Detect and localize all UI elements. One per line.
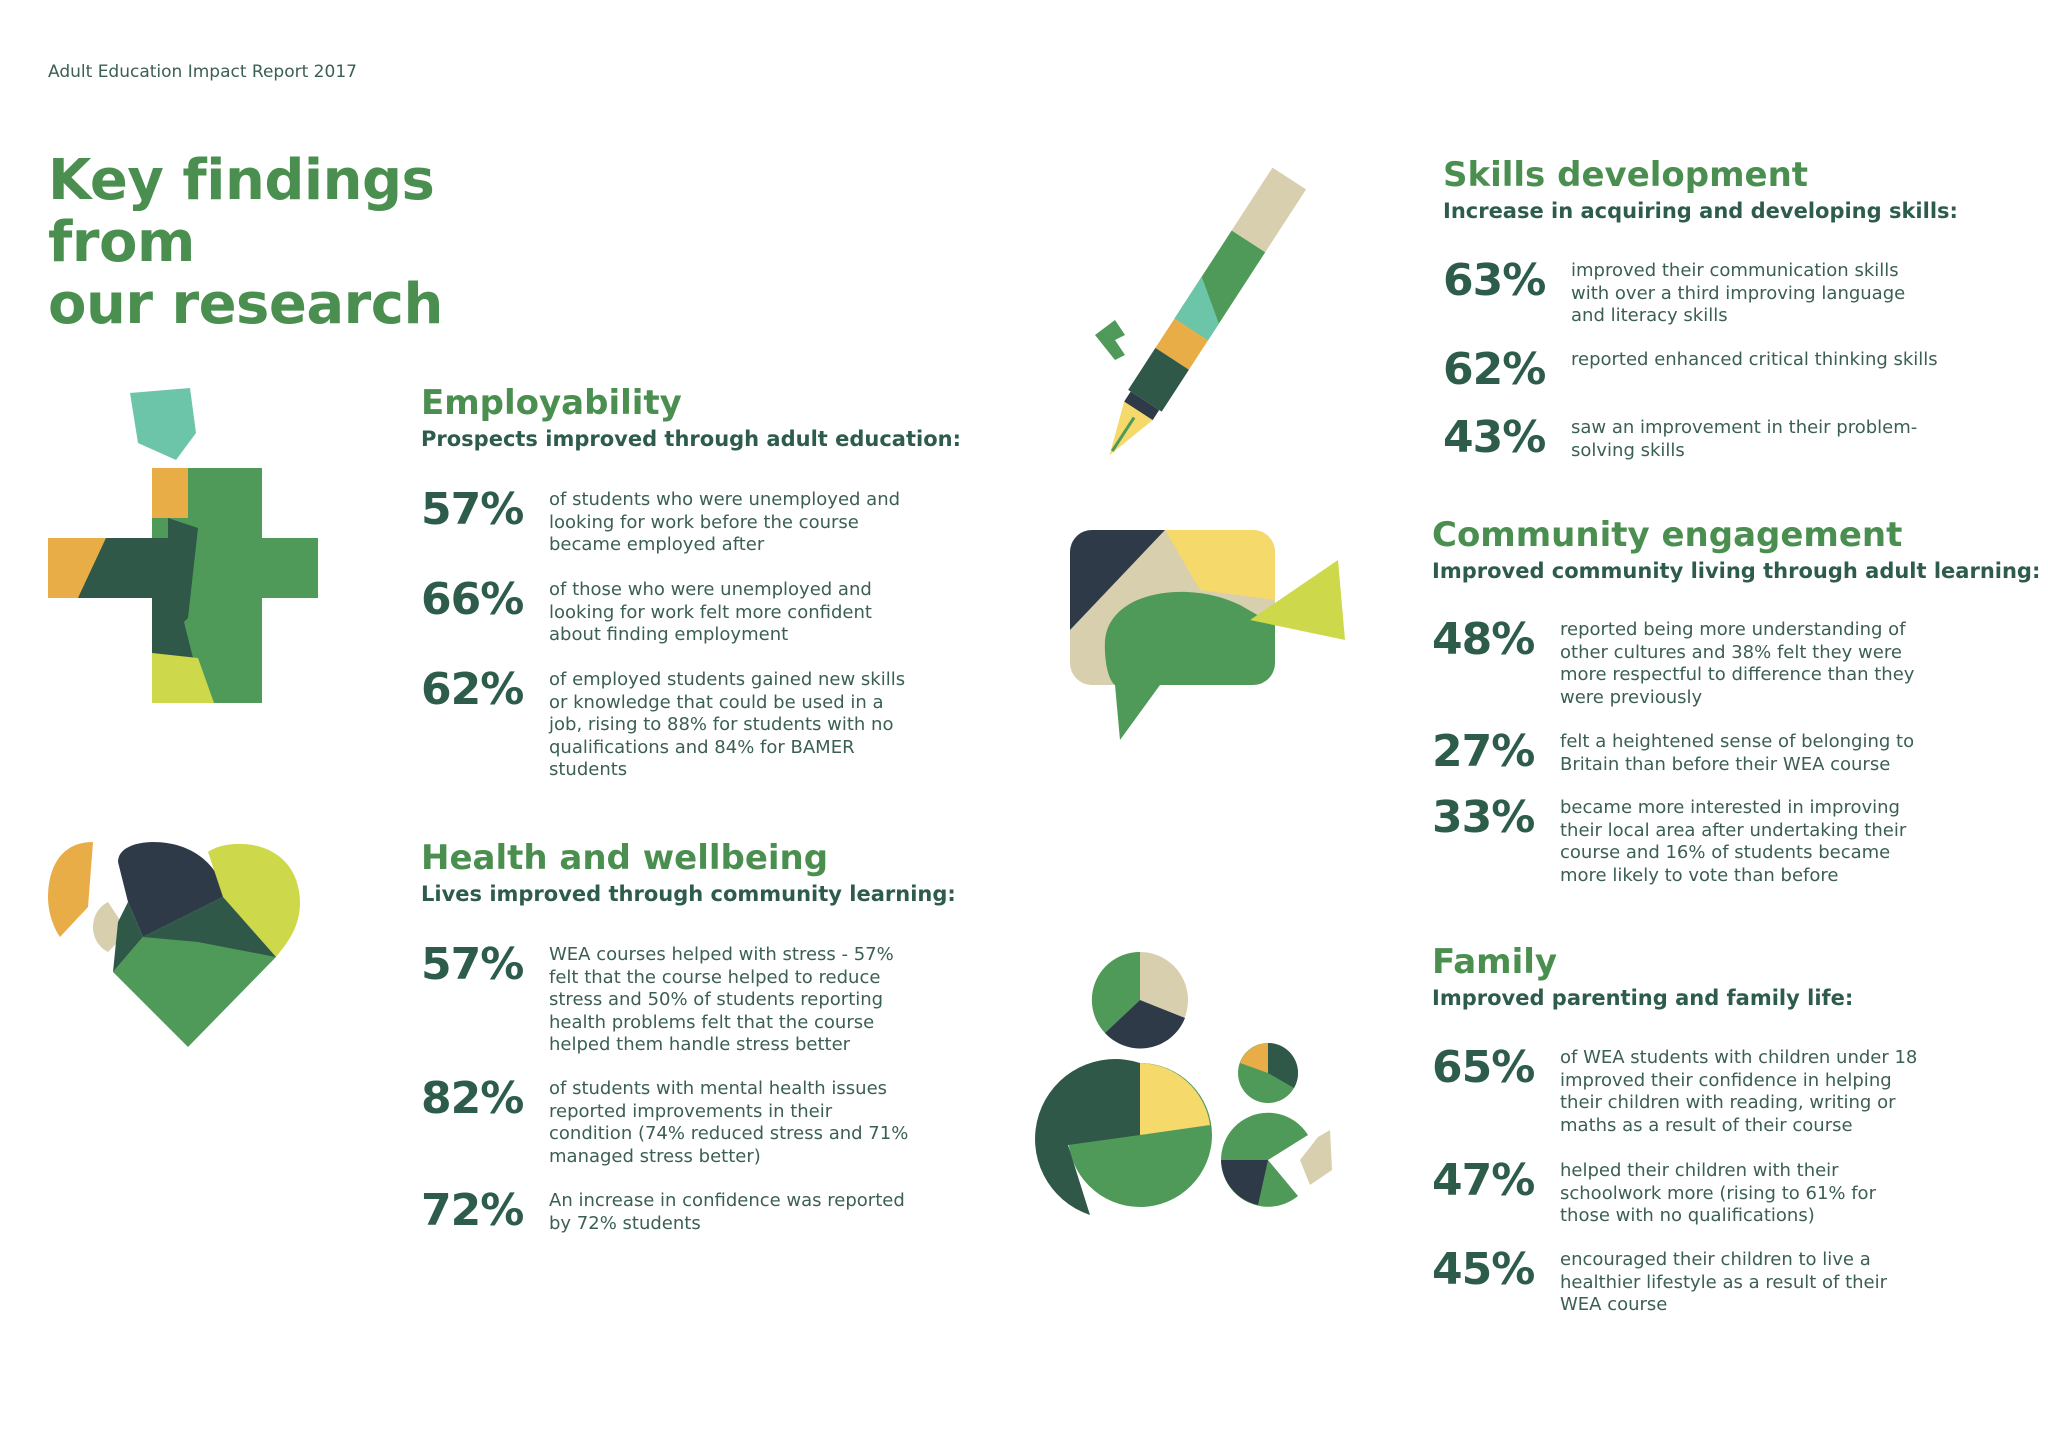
family-stat-2 [1432,1155,1930,1228]
community-stat-3 [1432,792,1930,887]
stat-description: of WEA students with children under 18 improved their confidence in helping their children with reading, writing or maths as a result of their course [1560,1047,1918,1136]
stat-description: encouraged their children to live a healthier lifestyle as a result of their WEA course [1560,1249,1888,1315]
report-header: Adult Education Impact Report 2017 [48,62,357,82]
stat-value: 57% [421,939,524,990]
employability-stat-1 [421,484,919,557]
skills-stat-1 [1443,255,1941,328]
community-title: Community engagement [1432,515,1903,555]
employability-stat-3 [421,664,919,782]
stat-value: 43% [1443,412,1546,463]
page-title-line-1: Key findings from [48,148,435,275]
plus-icon [48,388,318,703]
skills-subtitle: Increase in acquiring and developing skills: [1443,199,1958,223]
stat-value: 65% [1432,1042,1535,1093]
skills-stat-3 [1443,412,1941,463]
health-subtitle: Lives improved through community learning: [421,882,956,906]
stat-value: 63% [1443,255,1546,306]
family-heading [1432,942,1853,1010]
stat-description: felt a heightened sense of belonging to Britain than before their WEA course [1560,731,1915,775]
stat-description: of students who were unemployed and looking for work before the course became employed after [549,489,901,555]
community-stat-2 [1432,726,1930,777]
speech-bubble-icon [1070,530,1350,750]
skills-heading [1443,155,1958,223]
stat-value: 48% [1432,614,1535,665]
skills-title: Skills development [1443,155,1809,195]
pen-icon [1085,160,1305,480]
health-title: Health and wellbeing [421,838,829,878]
stat-description: became more interested in improving their local area after undertaking their course and 16% of students became more likely to vote than before [1560,797,1907,886]
family-stat-3 [1432,1244,1930,1317]
skills-stat-2 [1443,344,1941,395]
health-stat-2 [421,1073,919,1168]
stat-value: 72% [421,1185,524,1236]
employability-title: Employability [421,383,682,423]
stat-description: WEA courses helped with stress - 57% felt that the course helped to reduce stress and 50% of students reporting health problems felt that the course helped them handle stress better [549,944,894,1055]
stat-description: reported enhanced critical thinking skills [1571,349,1938,370]
stat-value: 47% [1432,1155,1535,1206]
stat-description: of students with mental health issues reported improvements in their condition (74% reduced stress and 71% managed stress better) [549,1078,909,1167]
stat-description: reported being more understanding of other cultures and 38% felt they were more respectful to difference than they were previously [1560,619,1915,708]
stat-value: 27% [1432,726,1535,777]
health-stat-3 [421,1185,919,1236]
stat-description: helped their children with their schoolwork more (rising to 61% for those with no qualifications) [1560,1160,1876,1226]
page-title-line-2: our research [48,272,443,337]
stat-value: 45% [1432,1244,1535,1295]
stat-value: 66% [421,574,524,625]
health-stat-1 [421,939,919,1057]
stat-description: of employed students gained new skills or knowledge that could be used in a job, rising to 88% for students with no qualifications and 84% for BAMER students [549,669,906,780]
page-title [48,150,568,336]
community-stat-1 [1432,614,1930,709]
employability-heading [421,383,961,451]
stat-value: 62% [1443,344,1546,395]
family-stat-1 [1432,1042,1930,1137]
family-title: Family [1432,942,1558,982]
community-subtitle: Improved community living through adult learning: [1432,559,2041,583]
family-pies-icon [1070,945,1340,1215]
employability-subtitle: Prospects improved through adult education: [421,427,961,451]
stat-description: saw an improvement in their problem-solving skills [1571,417,1918,461]
stat-description: improved their communication skills with over a third improving language and literacy skills [1571,260,1906,326]
stat-value: 57% [421,484,524,535]
employability-stat-2 [421,574,919,647]
stat-value: 33% [1432,792,1535,843]
health-heading [421,838,956,906]
stat-value: 62% [421,664,524,715]
community-heading [1432,515,2040,583]
family-subtitle: Improved parenting and family life: [1432,986,1854,1010]
stat-description: of those who were unemployed and looking for work felt more confident about finding employment [549,579,872,645]
stat-description: An increase in confidence was reported by 72% students [549,1190,905,1234]
heart-icon [48,842,308,1057]
stat-value: 82% [421,1073,524,1124]
